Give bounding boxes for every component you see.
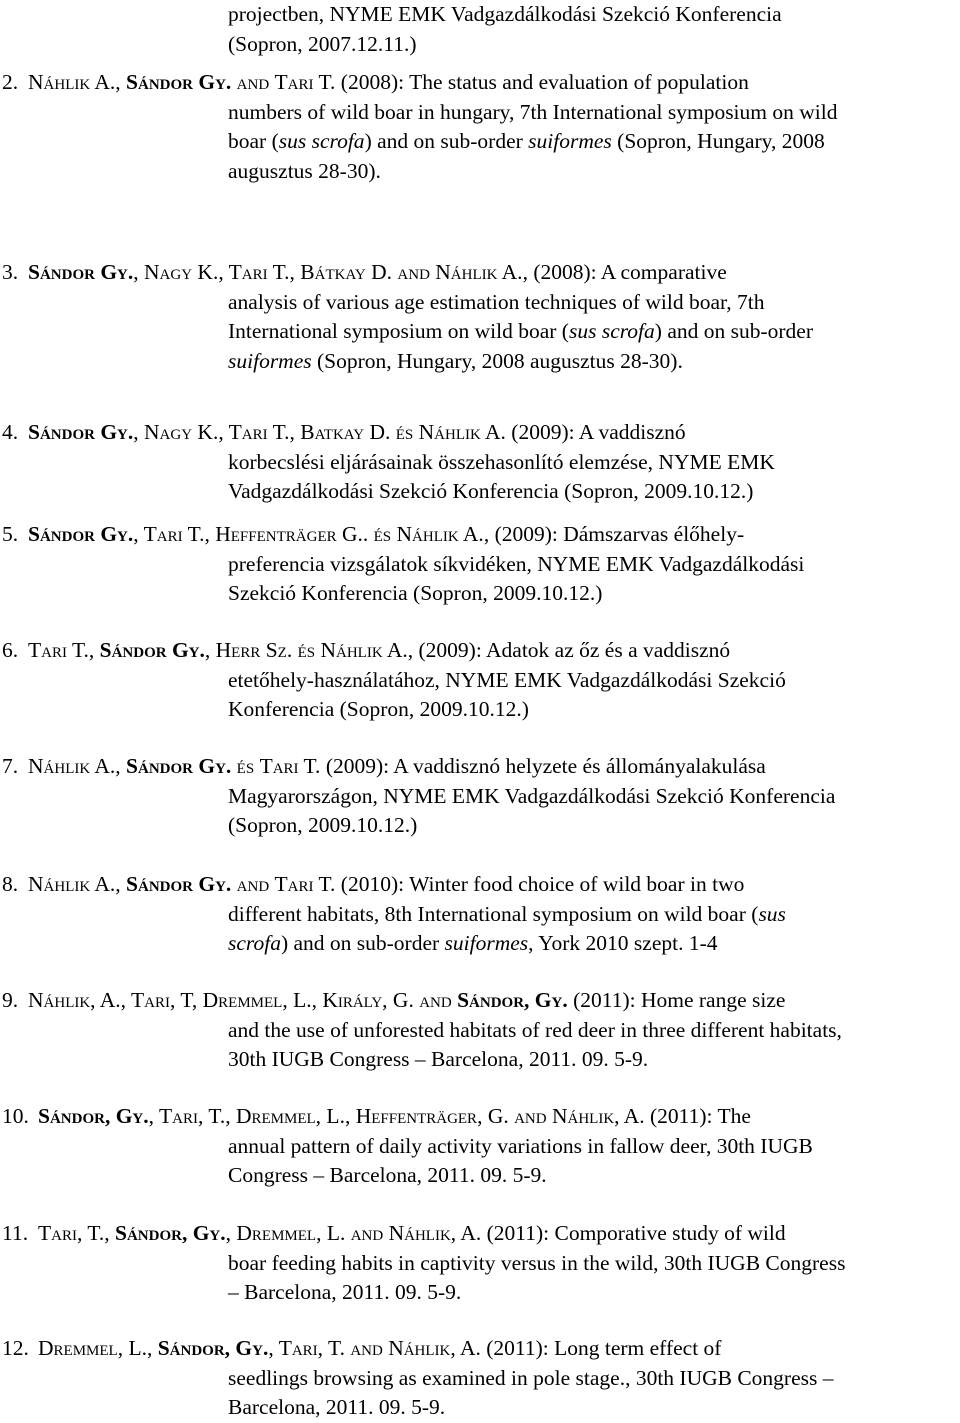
author: Náhlik A., (28, 872, 121, 896)
reference-entry-7 (0, 752, 956, 841)
entry-text: International symposium on wild boar ( (228, 319, 569, 343)
entry-text: (2011): Home range size (567, 988, 786, 1012)
entry-number: 11. (2, 1221, 29, 1245)
entry-number: 3. (2, 260, 19, 284)
reference-entry-5 (0, 520, 956, 609)
author: , Tari T., Heffenträger G.. (133, 522, 369, 546)
reference-entry-10 (0, 1102, 956, 1191)
entry-line: Szekció Konferencia (Sopron, 2009.10.12.) (228, 581, 603, 605)
entry-number: 5. (2, 522, 19, 546)
entry-text: different habitats, 8th International symposium on wild boar ( (228, 901, 759, 926)
author-highlight: Sándor, Gy. (38, 1104, 149, 1128)
reference-entry-1-continued (0, 0, 956, 59)
entry-number: 8. (2, 872, 19, 896)
entry-line: augusztus 28-30). (228, 158, 381, 183)
author: Náhlik, A. (388, 1336, 481, 1360)
entry-line: boar feeding habits in captivity versus in the wild, 30th IUGB Congress (228, 1250, 846, 1275)
conjunction: and (514, 1104, 547, 1128)
species-name: sus scrofa (278, 129, 365, 153)
reference-entry-2 (0, 68, 956, 186)
author-highlight: Sándor Gy. (126, 754, 232, 778)
entry-line: korbecslési eljárásainak összehasonlító elemzése, NYME EMK (228, 449, 775, 474)
entry-line: Barcelona, 2011. 09. 5-9. (228, 1395, 446, 1419)
conjunction: és (236, 754, 255, 778)
entry-text: (Sopron, Hungary, 2008 (611, 129, 825, 153)
conjunction: and (350, 1221, 384, 1245)
conjunction: and (350, 1336, 383, 1360)
author: Náhlik, A. (388, 1221, 482, 1245)
entry-text: (2011): The (644, 1104, 751, 1128)
entry-line: and the use of unforested habitats of red deer in three different habitats, (228, 1017, 842, 1042)
entry-line: numbers of wild boar in hungary, 7th International symposium on wild (228, 99, 838, 124)
entry-number: 7. (2, 754, 19, 778)
entry-number: 12. (2, 1336, 29, 1360)
entry-number: 10. (2, 1104, 29, 1128)
author-highlight: Sándor Gy. (126, 872, 232, 896)
reference-entry-4 (0, 418, 956, 507)
author: Náhlik A. (418, 420, 506, 444)
entry-text: , York 2010 szept. 1-4 (528, 931, 718, 955)
entry-line: projectben, NYME EMK Vadgazdálkodási Szekció Konferencia (228, 2, 782, 26)
entry-text: , (2009): Dámszarvas élőhely- (483, 522, 745, 546)
entry-text: (2009): A vaddisznó helyzete és állományalakulása (320, 754, 766, 778)
entry-number: 9. (2, 988, 19, 1012)
author: , Nagy K., Tari T., Batkay D. (133, 420, 391, 444)
reference-entry-3 (0, 258, 956, 376)
author: Tari T. (274, 70, 336, 94)
entry-text: (2011): Long term effect of (480, 1336, 722, 1360)
author: Tari T., (28, 638, 95, 662)
conjunction: és (395, 420, 414, 444)
entry-number: 2. (2, 70, 19, 94)
author: Náhlik A., (28, 754, 121, 778)
author: Náhlik, A., Tari, T, Dremmel, L., Király, G. (28, 988, 414, 1012)
entry-line: etetőhely-használatához, NYME EMK Vadgazdálkodási Szekció (228, 667, 786, 692)
entry-line: (Sopron, 2007.12.11.) (228, 31, 417, 56)
author: , Tari, T., Dremmel, L., Heffenträger, G. (148, 1104, 509, 1128)
entry-line: Magyarországon, NYME EMK Vadgazdálkodási Szekció Konferencia (228, 783, 836, 808)
author: , Dremmel, L. (225, 1221, 346, 1245)
author-highlight: Sándor Gy. (28, 522, 134, 546)
entry-text: boar ( (228, 129, 279, 153)
entry-text: (2008): The status and evaluation of population (335, 70, 749, 94)
entry-line: 30th IUGB Congress – Barcelona, 2011. 09. 5-9. (228, 1047, 649, 1071)
author-highlight: Sándor, Gy. (457, 988, 568, 1012)
entry-number: 6. (2, 638, 19, 662)
author: Tari T. (259, 754, 321, 778)
author-highlight: Sándor Gy. (28, 260, 134, 284)
author: Tari T. (274, 872, 336, 896)
entry-line: analysis of various age estimation techniques of wild boar, 7th (228, 289, 765, 314)
author: , Herr Sz. (204, 638, 293, 662)
entry-line: annual pattern of daily activity variations in fallow deer, 30th IUGB (228, 1133, 813, 1158)
entry-line: Konferencia (Sopron, 2009.10.12.) (228, 697, 529, 721)
entry-line: Vadgazdálkodási Szekció Konferencia (Sopron, 2009.10.12.) (228, 479, 754, 503)
taxon-name: suiformes (444, 931, 529, 955)
entry-line: – Barcelona, 2011. 09. 5-9. (228, 1280, 462, 1304)
taxon-name: suiformes (228, 348, 312, 373)
reference-entry-11 (0, 1219, 956, 1308)
entry-text: ) and on sub-order (280, 931, 445, 955)
entry-text: ) and on sub-order (364, 129, 529, 153)
reference-entry-8 (0, 870, 956, 959)
conjunction: and (236, 872, 270, 896)
author-highlight: Sándor Gy. (126, 70, 232, 94)
entry-text: (2009): A vaddisznó (505, 420, 686, 444)
author-highlight: Sándor Gy. (99, 638, 205, 662)
conjunction: and (419, 988, 452, 1012)
author: Náhlik A., (28, 70, 121, 94)
entry-line: Congress – Barcelona, 2011. 09. 5-9. (228, 1163, 547, 1187)
conjunction: és (297, 638, 316, 662)
species-name: sus (758, 901, 786, 926)
reference-entry-6 (0, 636, 956, 725)
species-name: scrofa (228, 931, 281, 955)
author: , Tari, T. (268, 1336, 345, 1360)
author-highlight: Sándor, Gy. (157, 1336, 269, 1360)
entry-line: preferencia vizsgálatok síkvidéken, NYME EMK Vadgazdálkodási (228, 551, 805, 576)
author-highlight: Sándor, Gy. (115, 1221, 226, 1245)
author-highlight: Sándor Gy. (28, 420, 134, 444)
entry-text: ) and on sub-order (654, 319, 813, 343)
author: Náhlik A. (435, 260, 523, 284)
entry-text: (Sopron, Hungary, 2008 augusztus 28-30). (311, 348, 683, 373)
author: Náhlik A. (396, 522, 484, 546)
conjunction: és (373, 522, 392, 546)
entry-line: seedlings browsing as examined in pole stage., 30th IUGB Congress – (228, 1365, 834, 1390)
entry-number: 4. (2, 420, 19, 444)
entry-text: , (2008): A comparative (522, 260, 727, 284)
taxon-name: suiformes (528, 129, 612, 153)
entry-line: (Sopron, 2009.10.12.) (228, 813, 418, 837)
reference-entry-12 (0, 1334, 956, 1423)
reference-entry-9 (0, 986, 956, 1075)
species-name: sus scrofa (568, 319, 655, 343)
author: Náhlik, A. (551, 1104, 645, 1128)
entry-text: (2011): Comporative study of wild (481, 1221, 786, 1245)
entry-text: , (2009): Adatok az őz és a vaddisznó (407, 638, 731, 662)
conjunction: and (236, 70, 270, 94)
entry-text: (2010): Winter food choice of wild boar in two (335, 872, 745, 896)
author: Náhlik A. (320, 638, 408, 662)
author: Tari, T., (38, 1221, 110, 1245)
author: Dremmel, L., (38, 1336, 153, 1360)
author: , Nagy K., Tari T., Bátkay D. (133, 260, 393, 284)
conjunction: and (397, 260, 430, 284)
